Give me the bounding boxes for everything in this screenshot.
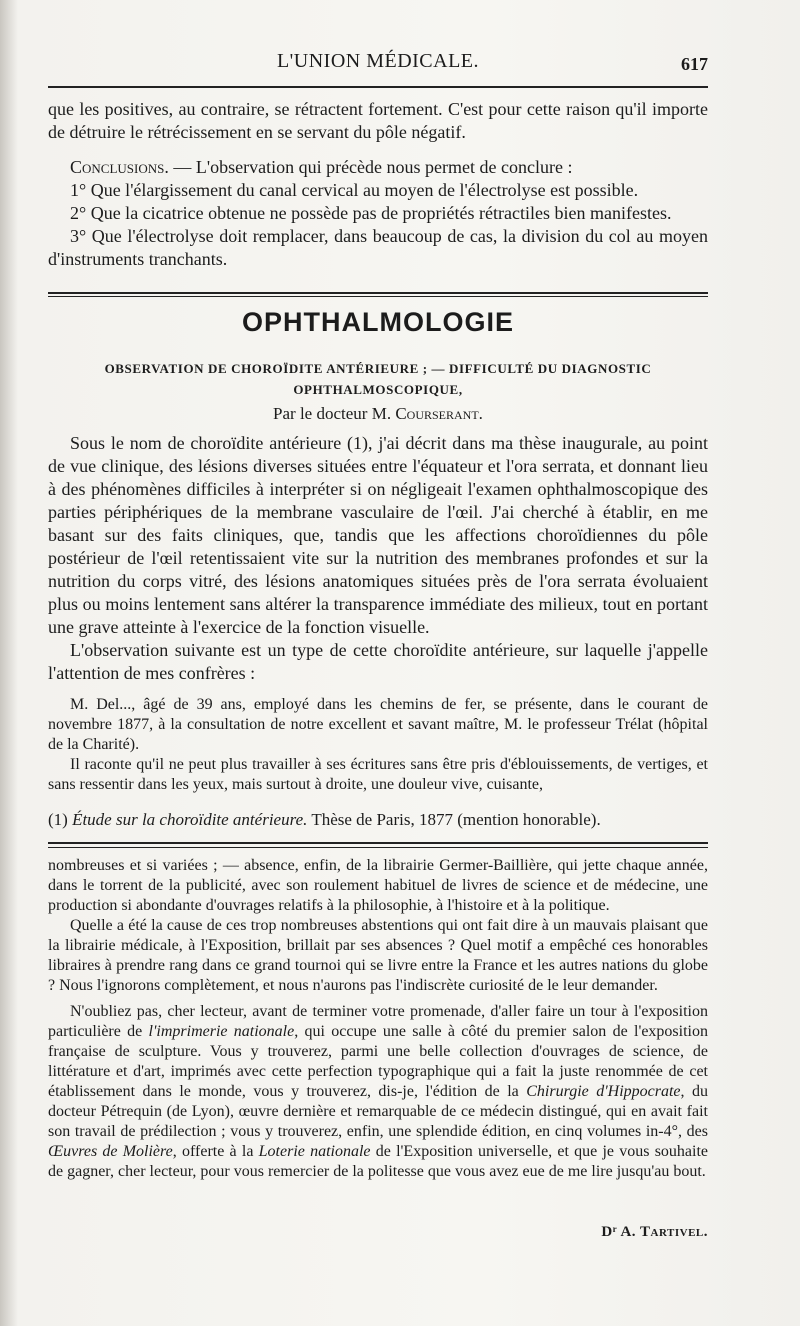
byline-prefix: Par le docteur M. — [273, 404, 396, 423]
intro-section — [48, 98, 708, 271]
footnote-rest: Thèse de Paris, 1877 (mention honorable). — [307, 810, 601, 829]
conclusion-item-3: 3° Que l'électrolyse doit remplacer, dans beaucoup de cas, la division du col au moyen d'instruments tranchants. — [48, 226, 708, 269]
feuilleton-rule-top-2 — [48, 847, 708, 848]
signature: Dʳ A. Tartivel. — [601, 1224, 708, 1240]
byline — [48, 404, 708, 424]
article-title — [48, 358, 708, 400]
section-title: OPHTHALMOLOGIE — [242, 307, 514, 337]
feuilleton-p3-text-b: , qui occupe une salle à côté du premier salon de l'exposition française de sculpture. Vous y trouverez, parmi une belle collection d'ouvrages de science, de littérature et d'art, imprimés avec cette perfection typographique qui a fait la juste renommée de cet établissement dans le monde, vous y trouverez, dis-je, l'édition de la — [48, 1023, 708, 1100]
feuilleton-paragraph-2: Quelle a été la cause de ces trop nombreuses abstentions qui ont fait dire à un mauvais plaisant que la librairie médicale, à l'Exposition, brillait par ses absences ? Quel motif a empêché ces honorables libraires à prendre rang dans ce grand tournoi qui se livre entre la France et les autres nations du globe ? Nous l'ignorons complètement, et nous n'aurons pas l'indiscrète curiosité de le leur demander. — [48, 917, 708, 994]
footnote — [48, 810, 708, 830]
feuilleton-p3-text-a: N'oubliez pas, cher lecteur, avant de terminer votre promenade, d'aller faire un tour à l'exposition particulière de — [48, 1003, 708, 1040]
article-paragraph-2: L'observation suivante est un type de cette choroïdite antérieure, sur laquelle j'appelle l'attention de mes confrères : — [48, 640, 708, 683]
article-paragraph-1: Sous le nom de choroïdite antérieure (1), j'ai décrit dans ma thèse inaugurale, au point de vue clinique, des lésions diverses situées entre l'équateur et l'ora serrata, et donnant lieu à des phénomènes difficiles à interpréter si on négligeait l'examen ophthalmoscopique des parties périphériques de la membrane vasculaire de l'œil. J'ai cherché à établir, en me basant sur des faits cliniques, que, tandis que les affections choroïdiennes du pôle postérieur de l'œil retentissaient vite sur la nutrition des membranes profondes et sur la nutrition du corps vitré, des lésions anatomiques situées près de l'ora serrata évoluaient plus ou moins lentement sans altérer la transparence immédiate des milieux, tout en portant une grave atteinte à l'exercice de la fonction visuelle. — [48, 433, 708, 637]
chirurgie-hippocrate: Chirurgie d'Hippocrate — [526, 1083, 681, 1100]
page-header — [48, 50, 708, 78]
feuilleton-section — [48, 856, 708, 1182]
footnote-title: Étude sur la choroïdite antérieure. — [72, 810, 308, 829]
article-paragraph-3: M. Del..., âgé de 39 ans, employé dans les chemins de fer, se présente, dans le courant de novembre 1877, à la consultation de notre excellent et savant maître, M. le professeur Trélat (hôpital de la Charité). — [48, 696, 708, 753]
footnote-marker: (1) — [48, 810, 73, 829]
conclusion-item-1: 1° Que l'élargissement du canal cervical au moyen de l'électrolyse est possible. — [70, 180, 639, 200]
oeuvres-moliere: Œuvres de Molière — [48, 1143, 173, 1160]
conclusions-text: — L'observation qui précède nous permet de conclure : — [168, 157, 573, 177]
conclusions-paragraph — [48, 156, 708, 179]
running-title: L'UNION MÉDICALE. — [276, 50, 480, 72]
feuilleton-p3-text-d: , offerte à la — [172, 1143, 259, 1160]
section-rule-top — [48, 292, 708, 294]
feuilleton-paragraph-3 — [48, 1002, 708, 1182]
author-name: Courserant. — [395, 404, 483, 423]
article-paragraph-4: Il raconte qu'il ne peut plus travailler à ses écritures sans être pris d'éblouissements, de vertiges, et sans ressentir dans les yeux, mais surtout à droite, une douleur vive, cuisante, — [48, 756, 708, 793]
loterie-nationale: Loterie nationale — [258, 1143, 371, 1160]
intro-paragraph: que les positives, au contraire, se rétractent fortement. C'est pour cette raison qu'il importe de détruire le rétrécissement en se servant du pôle négatif. — [48, 99, 708, 142]
header-rule — [48, 86, 708, 88]
page-number: 617 — [681, 54, 708, 74]
article-title-line-2: OPHTHALMOSCOPIQUE, — [293, 382, 463, 397]
conclusions-label: Conclusions. — [70, 157, 169, 177]
feuilleton-p3-text-e: de l'Exposition universelle, et que je vous souhaite de gagner, cher lecteur, pour vous remercier de la politesse que vous avez eue de me lire jusqu'au bout. — [48, 1143, 709, 1180]
imprimerie-nationale: l'imprimerie nationale — [148, 1023, 295, 1040]
feuilleton-paragraph-1: nombreuses et si variées ; — absence, enfin, de la librairie Germer-Baillière, qui jette chaque année, dans le torrent de la publicité, avec son roulement habituel de livres de science et de médecine, une production si abondante d'ouvrages relatifs à la philosophie, à l'histoire et à la politique. — [48, 857, 708, 914]
conclusion-item-2: 2° Que la cicatrice obtenue ne possède pas de propriétés rétractiles bien manifestes. — [70, 203, 672, 223]
feuilleton-rule-top — [48, 842, 708, 844]
section-rule-top-2 — [48, 296, 708, 297]
article-body — [48, 432, 708, 795]
article-title-line-1: OBSERVATION DE CHOROÏDITE ANTÉRIEURE ; — DIFFICULTÉ DU DIAGNOSTIC — [104, 361, 652, 376]
feuilleton-p3-text-c: , du docteur Pétrequin (de Lyon), œuvre dernière et remarquable de ce médecin distingué, qui en avait fait son travail de prédilection ; vous y trouverez, enfin, une splendide édition, en cinq volumes in-4°, des — [48, 1083, 708, 1140]
